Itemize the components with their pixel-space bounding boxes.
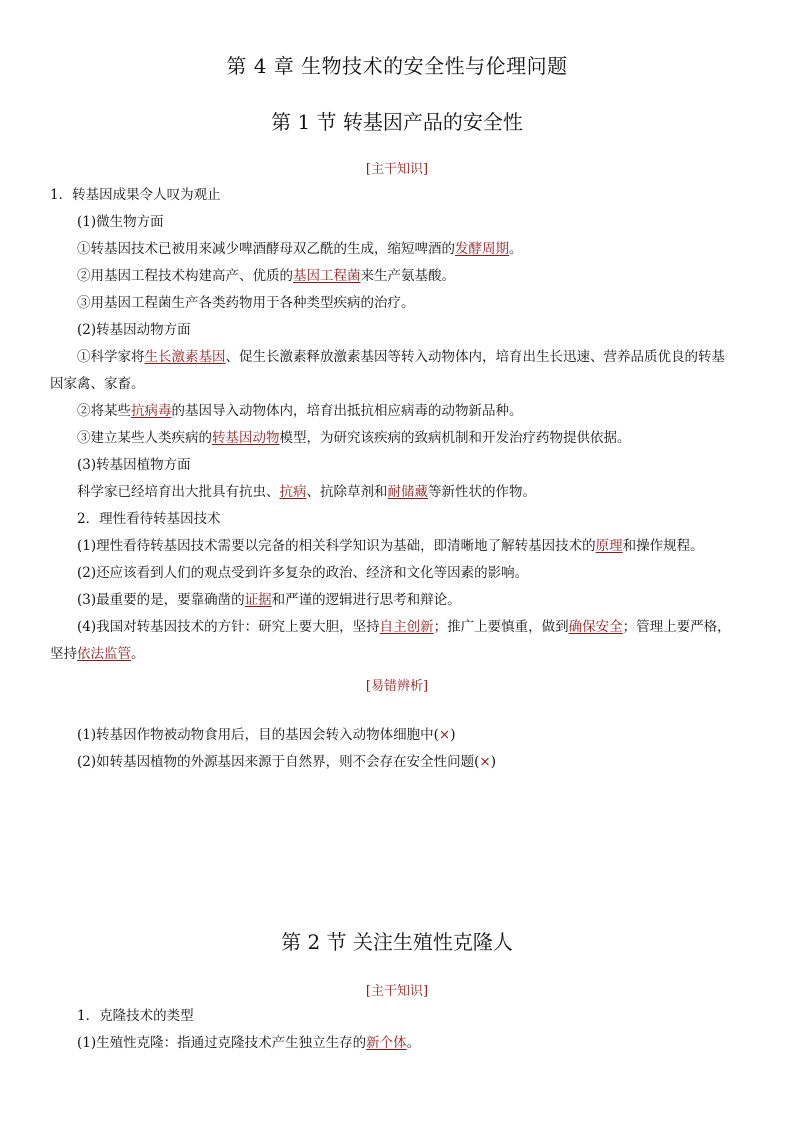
keyword-disease-resistance: 抗病 bbox=[279, 484, 307, 500]
keyword-engineered-bacteria: 基因工程菌 bbox=[293, 268, 361, 284]
microbe-item-3: ③用基因工程菌生产各类药物用于各种类型疾病的治疗。 bbox=[77, 295, 415, 311]
rational-item-2: (2)还应该看到人们的观点受到许多复杂的政治、经济和文化等因素的影响。 bbox=[77, 565, 529, 581]
keyword-legal-supervision: 依法监管 bbox=[77, 646, 131, 662]
keyword-growth-hormone-gene: 生长激素基因 bbox=[144, 349, 226, 365]
heading-transgenic-achievements: 1．转基因成果令人叹为观止 bbox=[50, 187, 221, 203]
keyword-ensure-safety: 确保安全 bbox=[568, 619, 623, 635]
rational-item-4: (4)我国对转基因技术的方针：研究上要大胆，坚持自主创新；推广上要慎重，做到确保安全；管理上要严格， bbox=[77, 619, 731, 635]
rational-item-4-continued: 坚持依法监管。 bbox=[50, 646, 145, 662]
section-1-main-knowledge-tag: [主干知识] bbox=[365, 162, 429, 177]
animal-item-3: ③建立某些人类疾病的转基因动物模型，为研究该疾病的致病机制和开发治疗药物提供依据。 bbox=[77, 430, 631, 446]
subheading-microbes: (1)微生物方面 bbox=[77, 214, 164, 230]
error-item-1: (1)转基因作物被动物食用后，目的基因会转入动物体细胞中(×) bbox=[77, 727, 456, 743]
keyword-antivirus: 抗病毒 bbox=[131, 403, 172, 419]
keyword-fermentation-period: 发酵周期 bbox=[455, 241, 509, 257]
plant-item: 科学家已经培育出大批具有抗虫、抗病、抗除草剂和耐储藏等新性状的作物。 bbox=[77, 484, 536, 500]
wrong-mark: × bbox=[438, 727, 451, 743]
keyword-evidence: 证据 bbox=[244, 592, 272, 608]
section-2-title: 第 2 节 关注生殖性克隆人 bbox=[281, 930, 513, 954]
cloning-item-1: (1)生殖性克隆：指通过克隆技术产生独立生存的新个体。 bbox=[77, 1035, 421, 1051]
keyword-transgenic-animal: 转基因动物 bbox=[212, 430, 280, 446]
section-1-common-errors-tag: [易错辨析] bbox=[365, 679, 429, 694]
heading-rational-view: 2．理性看待转基因技术 bbox=[77, 511, 221, 527]
subheading-plants: (3)转基因植物方面 bbox=[77, 457, 191, 473]
wrong-mark: × bbox=[479, 754, 491, 770]
animal-item-1-continued: 因家禽、家畜。 bbox=[50, 376, 145, 392]
error-item-2: (2)如转基因植物的外源基因来源于自然界，则不会存在安全性问题(×) bbox=[77, 754, 496, 770]
subheading-animals: (2)转基因动物方面 bbox=[77, 322, 191, 338]
chapter-title: 第 4 章 生物技术的安全性与伦理问题 bbox=[226, 54, 568, 78]
keyword-independent-innovation: 自主创新 bbox=[379, 619, 434, 635]
keyword-storage-tolerance: 耐储藏 bbox=[387, 484, 428, 500]
rational-item-3: (3)最重要的是，要靠确凿的证据和严谨的逻辑进行思考和辩论。 bbox=[77, 592, 461, 608]
heading-cloning-types: 1．克隆技术的类型 bbox=[77, 1008, 194, 1024]
animal-item-1: ①科学家将生长激素基因、促生长激素释放激素基因等转入动物体内，培育出生长迅速、营养品质优良的转基 bbox=[77, 349, 725, 365]
section-1-title: 第 1 节 转基因产品的安全性 bbox=[271, 110, 523, 134]
keyword-new-individual: 新个体 bbox=[366, 1035, 407, 1051]
keyword-principle: 原理 bbox=[595, 538, 623, 554]
microbe-item-2: ②用基因工程技术构建高产、优质的基因工程菌来生产氨基酸。 bbox=[77, 268, 455, 284]
rational-item-1: (1)理性看待转基因技术需要以完备的相关科学知识为基础，即清晰地了解转基因技术的原理和操作规程。 bbox=[77, 538, 704, 554]
animal-item-2: ②将某些抗病毒的基因导入动物体内，培育出抵抗相应病毒的动物新品种。 bbox=[77, 403, 523, 419]
microbe-item-1: ①转基因技术已被用来减少啤酒酵母双乙酰的生成，缩短啤酒的发酵周期。 bbox=[77, 241, 523, 257]
section-2-main-knowledge-tag: [主干知识] bbox=[365, 984, 429, 999]
